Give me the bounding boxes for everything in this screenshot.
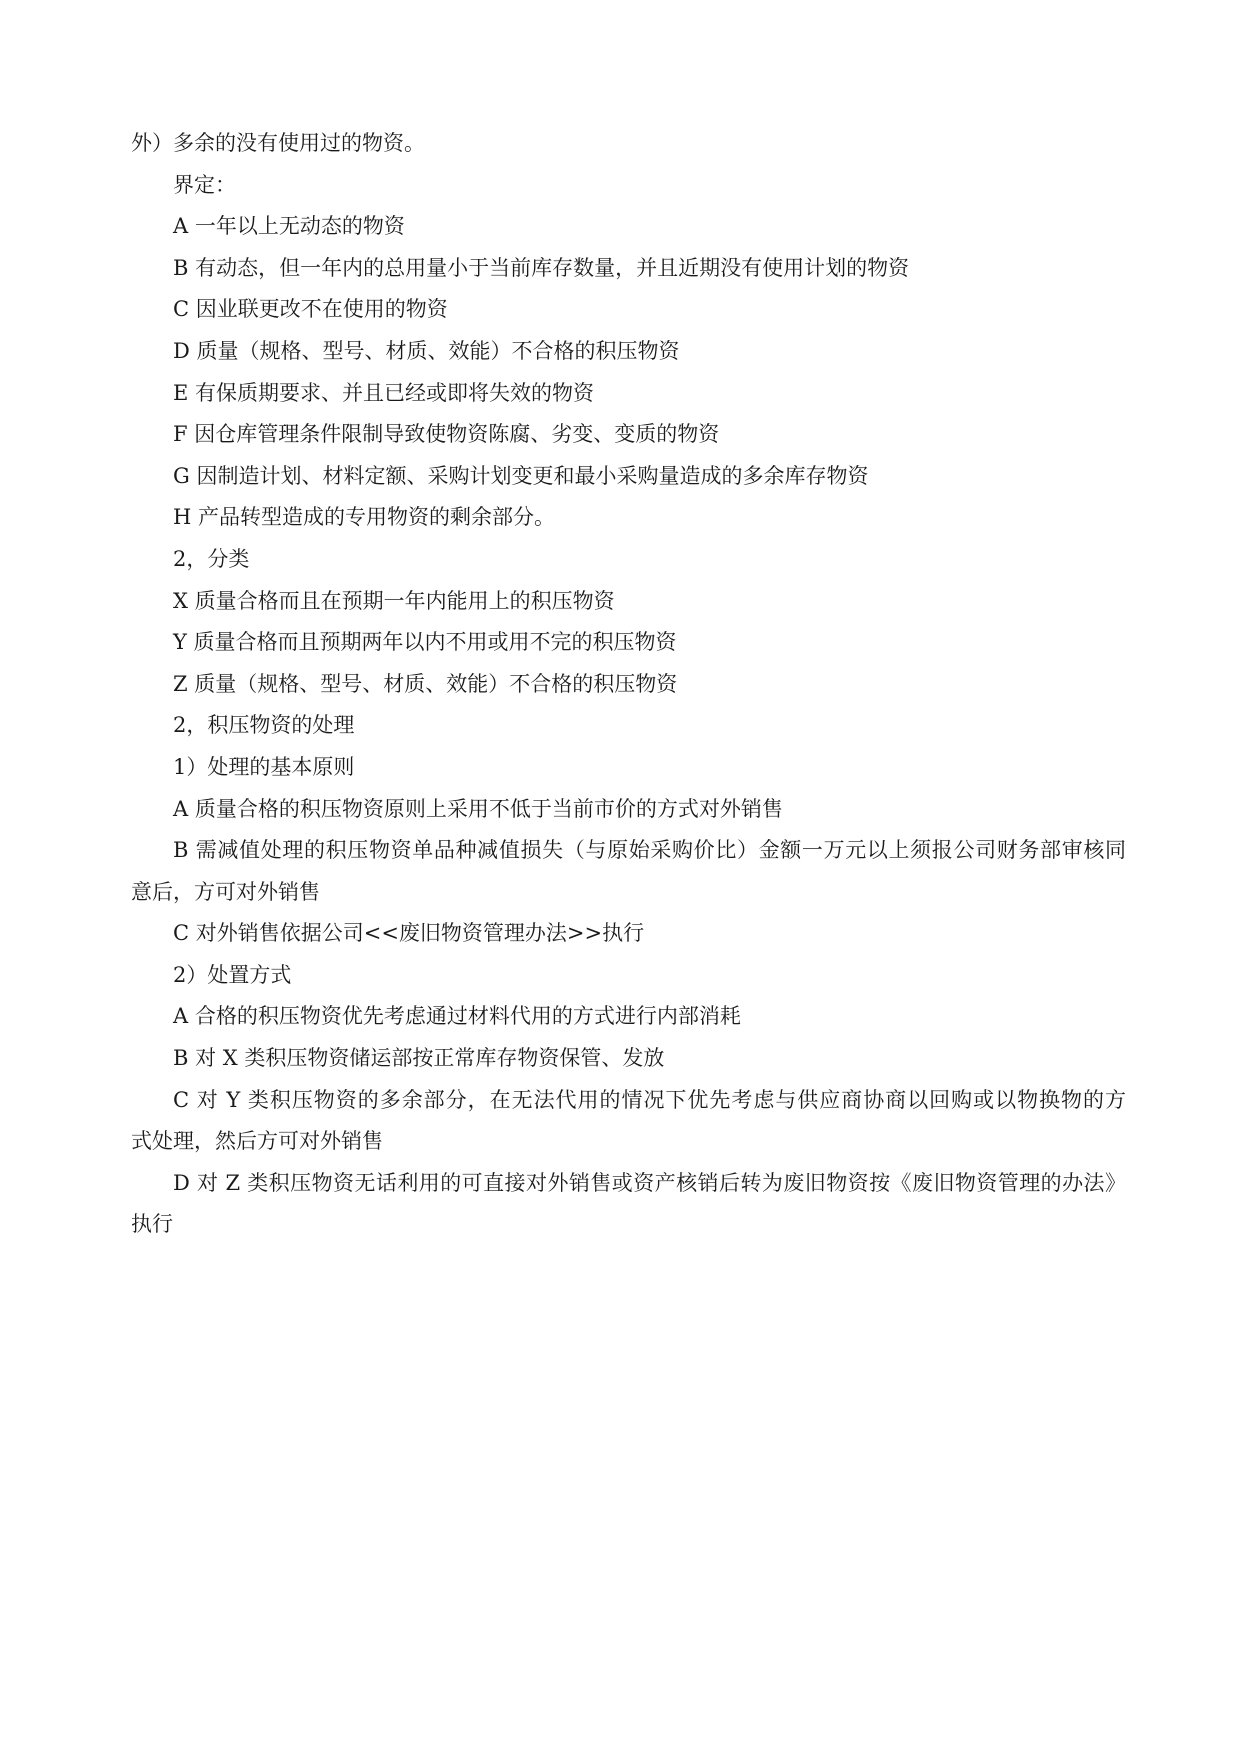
list-item-continuation: 式处理，然后方可对外销售 [131, 1129, 383, 1154]
text-line: 外）多余的没有使用过的物资。 [131, 131, 425, 155]
list-item-continuation: 执行 [131, 1212, 173, 1237]
list-item: B 需减值处理的积压物资单品种减值损失（与原始采购价比）金额一万元以上须报公司财务部审核同 [173, 838, 1126, 863]
list-item: Z 质量（规格、型号、材质、效能）不合格的积压物资 [173, 671, 678, 696]
section-label: 界定： [173, 172, 236, 197]
list-item: A 合格的积压物资优先考虑通过材料代用的方式进行内部消耗 [173, 1004, 741, 1029]
list-item: A 质量合格的积压物资原则上采用不低于当前市价的方式对外销售 [173, 796, 783, 821]
list-item: B 对 X 类积压物资储运部按正常库存物资保管、发放 [173, 1046, 665, 1071]
list-item: G 因制造计划、材料定额、采购计划变更和最小采购量造成的多余库存物资 [173, 463, 869, 488]
list-item: D 质量（规格、型号、材质、效能）不合格的积压物资 [173, 338, 680, 363]
section-heading: 2，分类 [173, 546, 250, 571]
list-item: F 因仓库管理条件限制导致使物资陈腐、劣变、变质的物资 [173, 422, 720, 447]
list-item: C 因业联更改不在使用的物资 [173, 297, 448, 322]
list-item: H 产品转型造成的专用物资的剩余部分。 [173, 505, 555, 530]
list-item: B 有动态，但一年内的总用量小于当前库存数量，并且近期没有使用计划的物资 [173, 255, 910, 280]
list-item: C 对外销售依据公司<<废旧物资管理办法>>执行 [173, 921, 645, 946]
list-item: X 质量合格而且在预期一年内能用上的积压物资 [173, 588, 615, 613]
list-item: E 有保质期要求、并且已经或即将失效的物资 [173, 380, 595, 405]
subsection-heading: 1）处理的基本原则 [173, 754, 355, 779]
subsection-heading: 2）处置方式 [173, 962, 292, 987]
document-body [131, 123, 1126, 1246]
list-item-continuation: 意后，方可对外销售 [131, 879, 320, 904]
list-item: Y 质量合格而且预期两年以内不用或用不完的积压物资 [173, 630, 677, 655]
list-item: A 一年以上无动态的物资 [173, 214, 405, 239]
list-item: C 对 Y 类积压物资的多余部分，在无法代用的情况下优先考虑与供应商协商以回购或以物换物的方 [173, 1087, 1126, 1112]
section-heading: 2，积压物资的处理 [173, 713, 355, 738]
list-item: D 对 Z 类积压物资无话利用的可直接对外销售或资产核销后转为废旧物资按《废旧物资管理的办法》 [173, 1170, 1126, 1195]
